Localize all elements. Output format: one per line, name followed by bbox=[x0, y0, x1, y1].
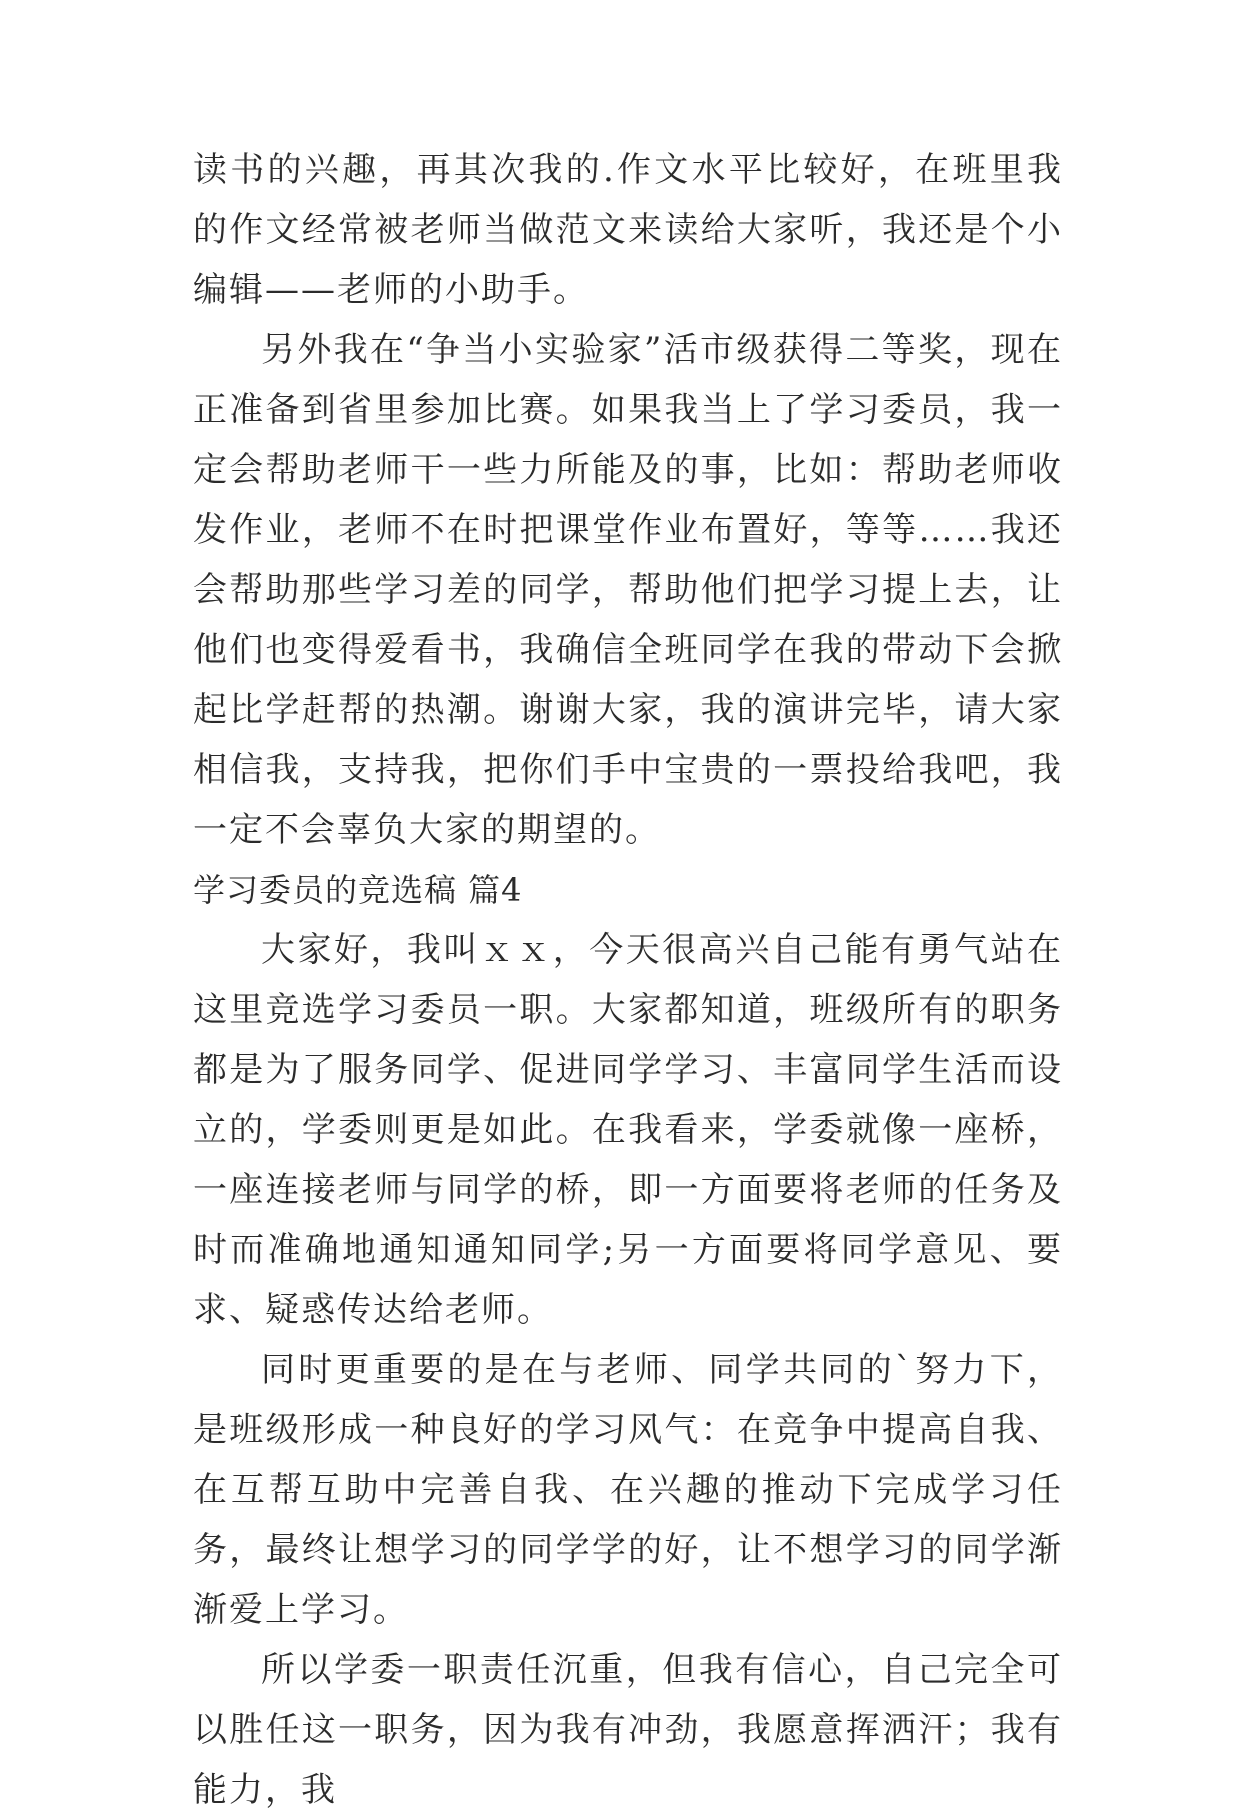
paragraph-study-atmosphere: 同时更重要的是在与老师、同学共同的`努力下，是班级形成一种良好的学习风气：在竞争中提高自我、在互帮互助中完善自我、在兴趣的推动下完成学习任务，最终让想学习的同学学的好，让不想学习的同学渐渐爱上学习。 bbox=[193, 1350, 1063, 1630]
section-heading: 学习委员的竞选稿 篇4 bbox=[193, 871, 523, 909]
paragraph-experiment-award: 另外我在“争当小实验家”活市级获得二等奖，现在正准备到省里参加比赛。如果我当上了学习委员，我一定会帮助老师干一些力所能及的事，比如：帮助老师收发作业，老师不在时把课堂作业布置好，等等……我还会帮助那些学习差的同学，帮助他们把学习提上去，让他们也变得爱看书，我确信全班同学在我的带动下会掀起比学赶帮的热潮。谢谢大家，我的演讲完毕，请大家相信我，支持我，把你们手中宝贵的一票投给我吧，我一定不会辜负大家的期望的。 bbox=[193, 330, 1063, 850]
paragraph-introduction: 大家好，我叫ｘｘ，今天很高兴自己能有勇气站在这里竞选学习委员一职。大家都知道，班级所有的职务都是为了服务同学、促进同学学习、丰富同学生活而设立的，学委则更是如此。在我看来，学委就像一座桥，一座连接老师与同学的桥，即一方面要将老师的任务及时而准确地通知通知同学;另一方面要将同学意见、要求、疑惑传达给老师。 bbox=[193, 930, 1063, 1330]
paragraph-confidence: 所以学委一职责任沉重，但我有信心，自己完全可以胜任这一职务，因为我有冲劲，我愿意挥洒汗；我有能力，我 bbox=[193, 1650, 1063, 1810]
document-body bbox=[193, 140, 1063, 1820]
paragraph-continuation: 读书的兴趣，再其次我的.作文水平比较好，在班里我的作文经常被老师当做范文来读给大家听，我还是个小编辑——老师的小助手。 bbox=[193, 150, 1063, 310]
